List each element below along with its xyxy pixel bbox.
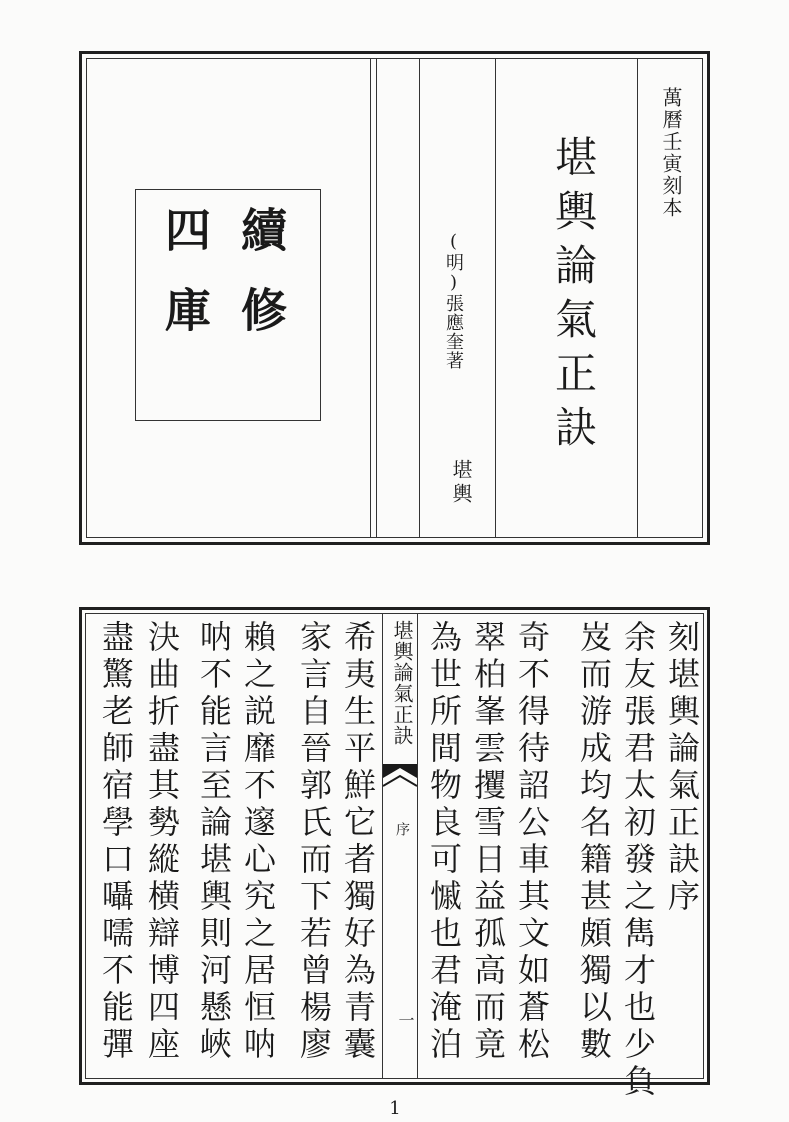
seal-text: 續修 — [234, 206, 288, 366]
preface-heading: 刻堪輿論氣正訣序 — [663, 620, 701, 916]
text-column: 岌而游成均名籍甚頗獨以數 — [575, 620, 613, 1064]
text-column: 翠柏峯雲攫雪日益孤高而竟 — [469, 620, 507, 1064]
margin-book-title: 堪輿論氣正訣 — [390, 620, 414, 746]
text-column: 余友張君太初發之雋才也少負 — [619, 620, 657, 1101]
text-column: 呐不能言至論堪輿則河懸峽 — [195, 620, 233, 1064]
text-column: 盡驚老師宿學口囁嚅不能彈 — [97, 620, 135, 1064]
seal-text: 四庫 — [158, 206, 212, 366]
text-column: 奇不得待詔公車其文如蒼松 — [513, 620, 551, 1064]
author: (明)張應奎著 — [443, 231, 464, 370]
column-rule — [370, 59, 371, 537]
column-rule — [376, 59, 377, 537]
column-rule — [382, 614, 383, 1078]
title-page-inner-border — [86, 58, 703, 538]
spine-label: 堪輿 — [449, 459, 473, 507]
column-rule — [495, 59, 496, 537]
book-margin-strip — [382, 614, 418, 1078]
text-column: 希夷生平鮮它者獨好為青囊 — [339, 620, 377, 1064]
text-column: 決曲折盡其勢縱横辯博四座 — [143, 620, 181, 1064]
preface-page — [79, 607, 710, 1101]
column-rule — [417, 614, 418, 1078]
fishtail-mark-icon — [383, 764, 417, 804]
text-column: 賴之説靡不邃心究之居恒呐 — [239, 620, 277, 1064]
margin-folio: 一 — [396, 1012, 415, 1028]
column-rule — [637, 59, 638, 537]
title-page — [79, 51, 710, 545]
text-column: 為世所間物良可慽也君淹泊 — [425, 620, 463, 1064]
page-number: 1 — [389, 1098, 401, 1119]
preface-page-inner-border — [85, 613, 704, 1101]
column-rule — [419, 59, 420, 537]
margin-section: 序 — [394, 822, 410, 836]
book-title: 堪輿論氣正訣 — [549, 135, 598, 459]
imprint-note: 萬曆壬寅刻本 — [659, 87, 683, 219]
text-column: 家言自晉郭氏而下若曾楊廖 — [295, 620, 333, 1064]
library-seal — [135, 189, 321, 421]
